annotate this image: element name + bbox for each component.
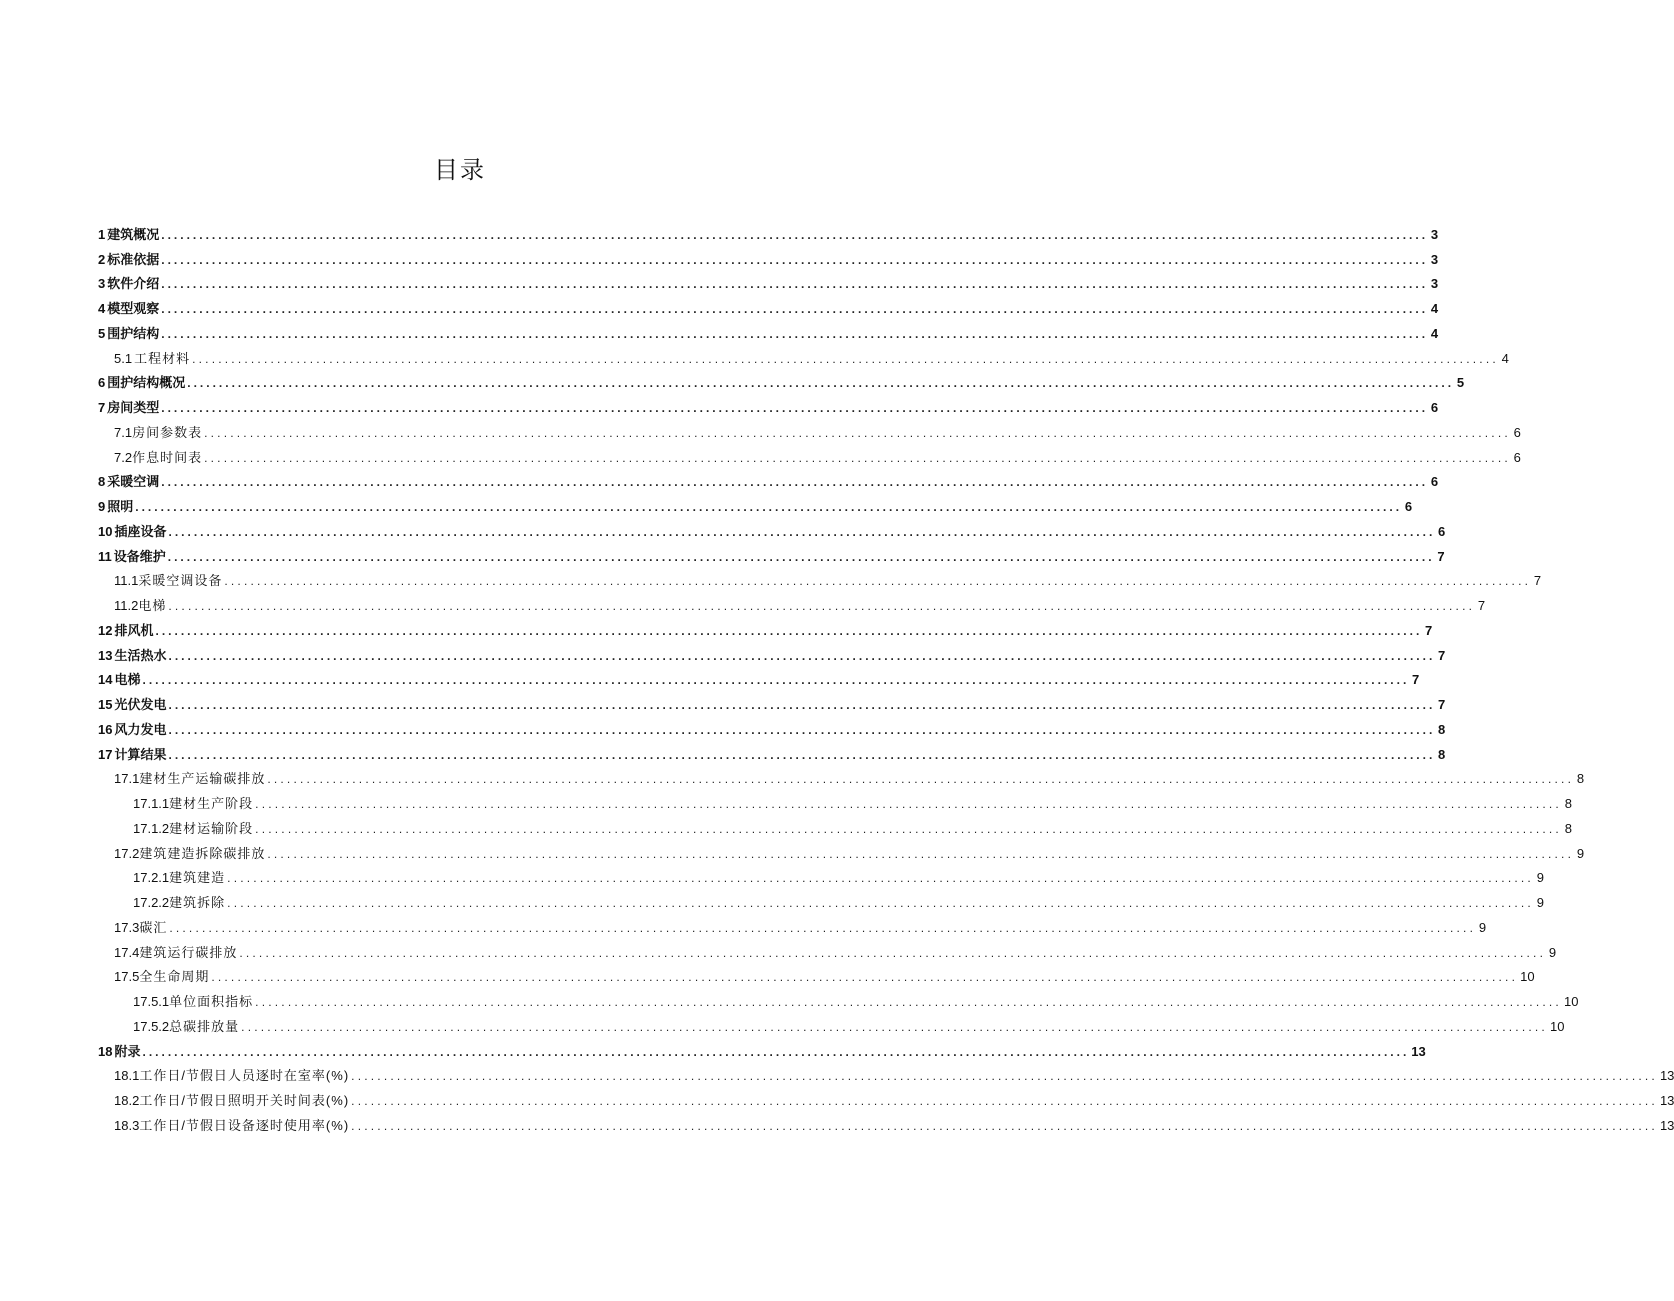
- toc-entry[interactable]: [98, 268, 1439, 293]
- toc-entry-page-number: 10: [1520, 969, 1535, 985]
- toc-entry-title: 作息时间表: [132, 449, 203, 465]
- toc-dot-leader: ........................................................................................................................................................................................................: [351, 1069, 1658, 1084]
- toc-entry-title: 围护结构概况: [107, 375, 186, 391]
- toc-entry-page-number: 4: [1501, 350, 1509, 366]
- toc-entry[interactable]: [98, 961, 1535, 986]
- toc-entry-number: 16: [98, 721, 113, 737]
- toc-entry-number: 7: [98, 400, 106, 415]
- toc-entry[interactable]: [98, 812, 1572, 837]
- toc-dot-leader: ........................................................................................................................................................................................................: [135, 500, 1403, 514]
- toc-dot-leader: ........................................................................................................................................................................................................: [168, 599, 1476, 613]
- toc-entry-page-number: 4: [1430, 325, 1439, 341]
- toc-entry-number: 11.1: [114, 573, 139, 589]
- toc-entry-title: 全生命周期: [139, 969, 210, 985]
- toc-entry-page-number: 7: [1477, 598, 1486, 613]
- toc-dot-leader: ........................................................................................................................................................................................................: [142, 673, 1410, 688]
- toc-entry-title: 排风机: [114, 622, 154, 638]
- toc-entry-title: 建筑运行碳排放: [139, 944, 238, 960]
- toc-dot-leader: ........................................................................................................................................................................................................: [161, 252, 1429, 267]
- toc-dot-leader: ........................................................................................................................................................................................................: [211, 970, 1519, 985]
- toc-entry-page-number: 8: [1438, 721, 1446, 737]
- toc-entry-page-number: 3: [1430, 226, 1439, 242]
- toc-entry-page-number: 13: [1659, 1068, 1674, 1084]
- toc-entry-page-number: 9: [1576, 845, 1585, 861]
- toc-entry-number: 1: [98, 226, 106, 242]
- toc-dot-leader: ........................................................................................................................................................................................................: [255, 821, 1562, 836]
- toc-dot-leader: ........................................................................................................................................................................................................: [161, 475, 1429, 490]
- toc-entry[interactable]: [98, 911, 1487, 936]
- toc-entry-title: 电梯: [138, 598, 167, 613]
- toc-dot-leader: ........................................................................................................................................................................................................: [161, 302, 1429, 316]
- toc-entry-page-number: 13: [1659, 1117, 1674, 1133]
- toc-dot-leader: ........................................................................................................................................................................................................: [224, 574, 1532, 589]
- toc-entry[interactable]: [98, 490, 1413, 515]
- toc-entry[interactable]: [98, 441, 1521, 466]
- toc-entry-title: 软件介绍: [107, 276, 160, 292]
- toc-entry-page-number: 7: [1412, 672, 1420, 688]
- toc-entry-number: 6: [98, 375, 106, 391]
- toc-entry-number: 18.1: [114, 1068, 140, 1084]
- toc-entry-title: 风力发电: [114, 721, 167, 737]
- toc-dot-leader: ........................................................................................................................................................................................................: [267, 846, 1575, 861]
- toc-entry-title: 建筑建造拆除碳排放: [139, 845, 266, 861]
- toc-dot-leader: ........................................................................................................................................................................................................: [142, 1044, 1410, 1059]
- toc-entry-title: 建筑建造: [169, 870, 226, 886]
- toc-entry-title: 工作日/节假日设备逐时使用率(%): [139, 1117, 350, 1133]
- toc-entry-title: 计算结果: [114, 746, 167, 762]
- toc-entry[interactable]: [98, 565, 1542, 590]
- toc-entry-page-number: 9: [1478, 919, 1487, 935]
- toc-entry-title: 单位面积指标: [169, 994, 254, 1009]
- toc-dot-leader: ........................................................................................................................................................................................................: [255, 797, 1562, 811]
- toc-entry-title: 建材运输阶段: [169, 820, 254, 836]
- toc-entry-title: 生活热水: [114, 647, 167, 663]
- toc-entry-title: 总碳排放量: [169, 1018, 240, 1034]
- toc-entry[interactable]: [98, 713, 1446, 738]
- toc-entry-page-number: 7: [1438, 697, 1446, 712]
- toc-dot-leader: ........................................................................................................................................................................................................: [168, 648, 1436, 663]
- toc-entry-page-number: 8: [1576, 771, 1585, 787]
- toc-entry-number: 11: [98, 548, 112, 564]
- toc-entry[interactable]: [98, 1109, 1674, 1134]
- toc-entry-number: 11.2: [114, 598, 139, 613]
- toc-entry-number: 18.3: [114, 1117, 140, 1133]
- toc-entry-page-number: 9: [1536, 895, 1544, 910]
- toc-entry-page-number: 13: [1411, 1043, 1426, 1059]
- toc-entry[interactable]: [98, 416, 1521, 441]
- toc-entry-number: 13: [98, 647, 113, 663]
- toc-entry-number: 8: [98, 474, 106, 490]
- toc-entry-title: 模型观察: [107, 301, 160, 316]
- toc-entry-title: 围护结构: [107, 325, 160, 341]
- toc-entry[interactable]: [98, 886, 1544, 911]
- toc-entry[interactable]: [98, 936, 1557, 961]
- toc-entry[interactable]: [98, 763, 1585, 788]
- toc-entry-page-number: 7: [1425, 622, 1433, 638]
- toc-entry-number: 17.3: [114, 919, 140, 935]
- toc-entry-page-number: 3: [1430, 251, 1439, 267]
- toc-entry[interactable]: [98, 738, 1446, 763]
- toc-entry[interactable]: [98, 614, 1433, 639]
- toc-dot-leader: ........................................................................................................................................................................................................: [187, 376, 1455, 391]
- toc-entry-page-number: 6: [1513, 449, 1521, 465]
- toc-entry-page-number: 6: [1430, 400, 1439, 415]
- toc-entry-number: 18.2: [114, 1093, 140, 1108]
- toc-entry-page-number: 4: [1430, 301, 1439, 316]
- toc-entry[interactable]: [98, 342, 1509, 367]
- toc-entry[interactable]: [98, 1010, 1565, 1035]
- toc-entry-page-number: 9: [1536, 870, 1544, 886]
- toc-dot-leader: ........................................................................................................................................................................................................: [227, 896, 1534, 910]
- toc-entry-title: 工作日/节假日人员逐时在室率(%): [139, 1068, 350, 1084]
- toc-entry-title: 房间参数表: [132, 424, 203, 440]
- toc-entry-page-number: 5: [1456, 375, 1465, 391]
- toc-entry[interactable]: [98, 837, 1585, 862]
- toc-dot-leader: ........................................................................................................................................................................................................: [167, 549, 1435, 564]
- toc-entry-title: 工程材料: [134, 350, 191, 366]
- toc-entry-title: 采暖空调设备: [138, 573, 223, 589]
- toc-entry-title: 建筑概况: [107, 226, 160, 242]
- toc-entry-number: 17.4: [114, 944, 140, 960]
- toc-entry[interactable]: [98, 317, 1439, 342]
- toc-dot-leader: ........................................................................................................................................................................................................: [161, 277, 1429, 292]
- toc-entry-title: 光伏发电: [114, 697, 167, 712]
- toc-entry-title: 采暖空调: [107, 474, 160, 490]
- toc-entry[interactable]: [98, 515, 1446, 540]
- toc-entry-number: 17.1.1: [133, 796, 170, 811]
- toc-entry-title: 建材生产运输碳排放: [139, 771, 266, 787]
- toc-entry-title: 附录: [114, 1043, 141, 1059]
- toc-dot-leader: ........................................................................................................................................................................................................: [192, 351, 1499, 366]
- toc-entry-page-number: 6: [1438, 523, 1446, 539]
- toc-entry-number: 17.5: [114, 969, 140, 985]
- toc-dot-leader: ........................................................................................................................................................................................................: [161, 401, 1429, 415]
- toc-entry-title: 电梯: [114, 672, 141, 688]
- toc-entry[interactable]: [98, 292, 1439, 317]
- toc-entry-number: 12: [98, 622, 113, 638]
- toc-entry-page-number: 7: [1437, 548, 1445, 564]
- toc-entry-number: 7.2: [114, 449, 133, 465]
- toc-dot-leader: ........................................................................................................................................................................................................: [227, 871, 1534, 886]
- toc-entry-number: 17.2: [114, 845, 140, 861]
- toc-entry-number: 18: [98, 1043, 113, 1059]
- toc-dot-leader: ........................................................................................................................................................................................................: [204, 425, 1511, 440]
- toc-entry[interactable]: [98, 589, 1486, 614]
- toc-entry-page-number: 8: [1564, 796, 1572, 811]
- toc-entry[interactable]: [98, 1035, 1426, 1060]
- toc-entry-number: 5: [98, 325, 106, 341]
- toc-entry-number: 17: [98, 746, 113, 762]
- toc-entry[interactable]: [98, 639, 1446, 664]
- toc-dot-leader: ........................................................................................................................................................................................................: [241, 1019, 1548, 1034]
- toc-dot-leader: ........................................................................................................................................................................................................: [168, 524, 1436, 539]
- toc-entry-number: 15: [98, 697, 113, 712]
- toc-entry-title: 碳汇: [139, 919, 168, 935]
- toc-dot-leader: ........................................................................................................................................................................................................: [351, 1094, 1658, 1108]
- toc-entry[interactable]: [98, 466, 1439, 491]
- toc-dot-leader: ........................................................................................................................................................................................................: [168, 698, 1436, 712]
- toc-entry-number: 17.5.1: [133, 994, 170, 1009]
- toc-entry[interactable]: [98, 218, 1439, 243]
- toc-entry-page-number: 9: [1548, 944, 1557, 960]
- table-of-contents: [98, 218, 1674, 1134]
- toc-dot-leader: ........................................................................................................................................................................................................: [168, 722, 1436, 737]
- toc-entry-page-number: 8: [1438, 746, 1446, 762]
- toc-entry[interactable]: [98, 243, 1439, 268]
- toc-entry[interactable]: [98, 1084, 1674, 1109]
- toc-entry-page-number: 8: [1564, 820, 1572, 836]
- toc-entry-page-number: 7: [1533, 573, 1542, 589]
- toc-dot-leader: ........................................................................................................................................................................................................: [161, 227, 1429, 242]
- toc-entry-number: 17.1.2: [133, 820, 170, 836]
- toc-entry[interactable]: [98, 1060, 1674, 1085]
- toc-entry-number: 17.2.1: [133, 870, 170, 886]
- toc-entry-title: 设备维护: [113, 548, 166, 564]
- toc-entry-number: 14: [98, 672, 113, 688]
- page-title: 目录: [434, 156, 486, 184]
- toc-entry[interactable]: [98, 862, 1544, 887]
- toc-entry[interactable]: [98, 688, 1446, 713]
- toc-entry-page-number: 10: [1549, 1018, 1565, 1034]
- toc-entry-page-number: 6: [1404, 499, 1413, 514]
- toc-dot-leader: ........................................................................................................................................................................................................: [168, 747, 1436, 762]
- toc-entry-title: 照明: [107, 499, 134, 514]
- toc-entry-title: 标准依据: [107, 251, 160, 267]
- toc-dot-leader: ........................................................................................................................................................................................................: [267, 772, 1575, 787]
- toc-entry-title: 工作日/节假日照明开关时间表(%): [139, 1093, 350, 1108]
- toc-entry-page-number: 13: [1659, 1093, 1674, 1108]
- toc-entry[interactable]: [98, 787, 1572, 812]
- toc-entry-number: 3: [98, 276, 106, 292]
- toc-entry-number: 5.1: [114, 350, 133, 366]
- toc-entry-page-number: 6: [1430, 474, 1439, 490]
- toc-dot-leader: ........................................................................................................................................................................................................: [169, 920, 1477, 935]
- toc-entry[interactable]: [98, 540, 1445, 565]
- toc-entry-number: 4: [98, 301, 106, 316]
- toc-entry-number: 17.5.2: [133, 1018, 170, 1034]
- toc-entry-number: 2: [98, 251, 106, 267]
- toc-entry[interactable]: [98, 367, 1465, 392]
- toc-dot-leader: ........................................................................................................................................................................................................: [155, 623, 1423, 638]
- toc-entry-number: 10: [98, 523, 113, 539]
- toc-entry-number: 17.2.2: [133, 895, 170, 910]
- toc-dot-leader: ........................................................................................................................................................................................................: [351, 1118, 1658, 1133]
- toc-entry-number: 9: [98, 499, 106, 514]
- toc-dot-leader: ........................................................................................................................................................................................................: [255, 995, 1562, 1009]
- toc-dot-leader: ........................................................................................................................................................................................................: [161, 326, 1429, 341]
- toc-entry-title: 房间类型: [107, 400, 160, 415]
- toc-entry-number: 7.1: [114, 424, 133, 440]
- toc-entry-title: 建材生产阶段: [169, 796, 254, 811]
- toc-entry-number: 17.1: [114, 771, 140, 787]
- toc-entry-page-number: 3: [1430, 276, 1439, 292]
- toc-entry[interactable]: [98, 985, 1579, 1010]
- toc-dot-leader: ........................................................................................................................................................................................................: [239, 945, 1547, 960]
- toc-entry-title: 建筑拆除: [169, 895, 226, 910]
- toc-dot-leader: ........................................................................................................................................................................................................: [204, 450, 1511, 465]
- toc-entry-page-number: 10: [1563, 994, 1579, 1009]
- toc-entry[interactable]: [98, 664, 1420, 689]
- toc-entry-page-number: 6: [1513, 424, 1521, 440]
- toc-entry-title: 插座设备: [114, 523, 167, 539]
- toc-entry-page-number: 7: [1438, 647, 1446, 663]
- toc-entry[interactable]: [98, 391, 1439, 416]
